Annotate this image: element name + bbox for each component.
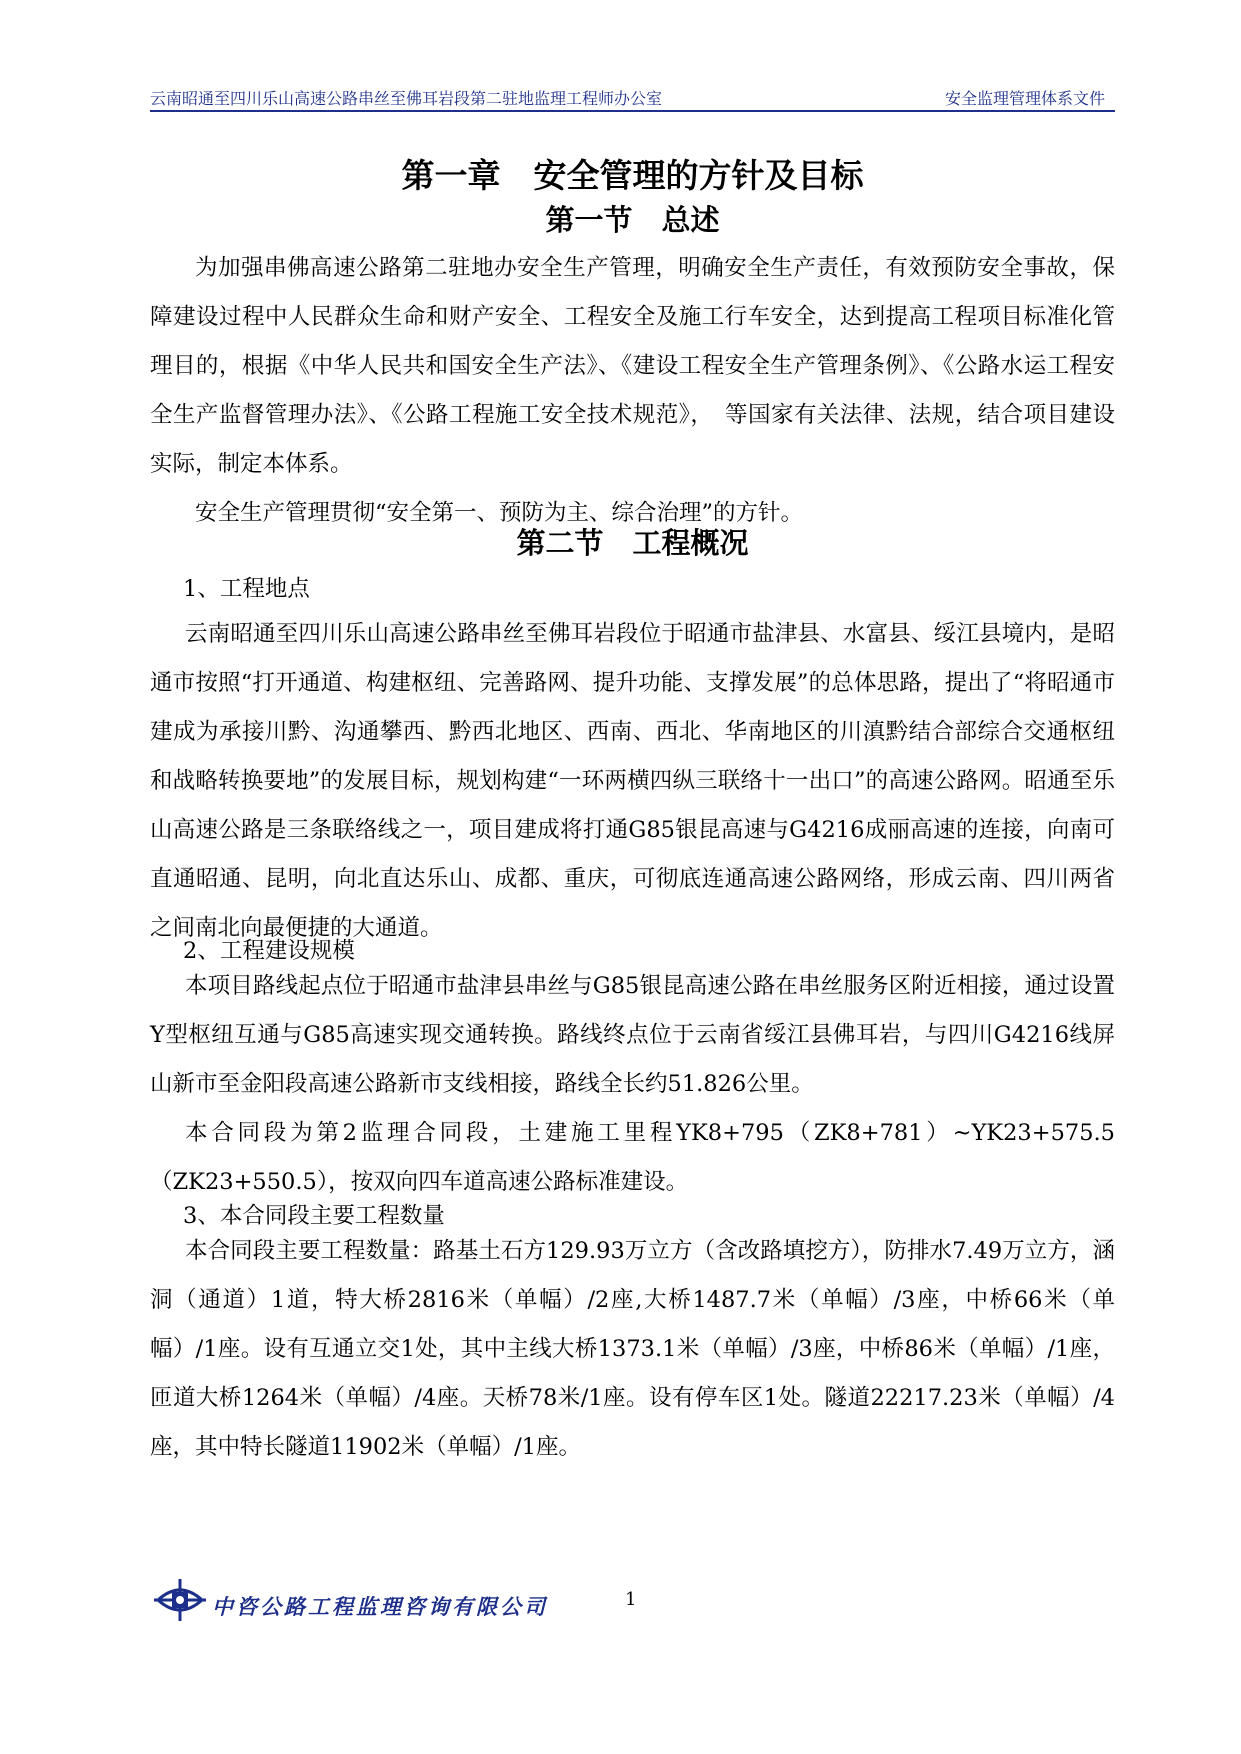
page-number: 1	[625, 1589, 637, 1610]
item-heading-location: 1、工程地点	[183, 576, 310, 602]
section-title-project-overview: 第二节 工程概况	[516, 526, 749, 560]
item-heading-quantities: 3、本合同段主要工程数量	[183, 1203, 445, 1229]
paragraph: 安全生产管理贯彻“安全第一、预防为主、综合治理”的方针。	[195, 500, 804, 526]
section1-body	[150, 244, 1115, 538]
item-heading-scale: 2、工程建设规模	[183, 938, 355, 964]
header-divider	[150, 110, 1115, 112]
header-document-type: 安全监理管理体系文件	[944, 89, 1105, 108]
paragraph: 本项目路线起点位于昭通市盐津县串丝与G85银昆高速公路在串丝服务区附近相接，通过设置Y型枢纽互通与G85高速实现交通转换。路线终点位于云南省绥江县佛耳岩，与四川G4216线屏山新市至金阳段高速公路新市支线相接，路线全长约51.826公里。	[150, 973, 1115, 1097]
company-name: 中咨公路工程监理咨询有限公司	[212, 1594, 548, 1619]
paragraph: 云南昭通至四川乐山高速公路串丝至佛耳岩段位于昭通市盐津县、水富县、绥江县境内，是昭通市按照“打开通道、构建枢纽、完善路网、提升功能、支撑发展”的总体思路，提出了“将昭通市建成为承接川黔、沟通攀西、黔西北地区、西南、西北、华南地区的川滇黔结合部综合交通枢纽和战略转换要地”的发展目标，规划构建“一环两横四纵三联络十一出口”的高速公路网。昭通至乐山高速公路是三条联络线之一，项目建成将打通G85银昆高速与G4216成丽高速的连接，向南可直通昭通、昆明，向北直达乐山、成都、重庆，可彻底连通高速公路网络，形成云南、四川两省之间南北向最便捷的大通道。	[150, 621, 1115, 941]
page-header	[150, 86, 1115, 108]
item1-body	[150, 610, 1115, 953]
chapter-title: 第一章 安全管理的方针及目标	[401, 156, 864, 195]
section-title-overview: 第一节 总述	[545, 203, 720, 237]
paragraph: 本合同段主要工程数量：路基土石方129.93万立方（含改路填挖方），防排水7.49万立方，涵洞（通道）1道，特大桥2816米（单幅）/2座,大桥1487.7米（单幅）/3座，中桥66米（单幅）/1座。设有互通立交1处，其中主线大桥1373.1米（单幅）/3座，中桥86米（单幅）/1座，匝道大桥1264米（单幅）/4座。天桥78米/1座。设有停车区1处。隧道22217.23米（单幅）/4座，其中特长隧道11902米（单幅）/1座。	[150, 1238, 1115, 1460]
company-logo-icon	[150, 1575, 210, 1625]
paragraph: 本合同段为第2监理合同段，土建施工里程YK8+795（ZK8+781）~YK23+575.5（ZK23+550.5），按双向四车道高速公路标准建设。	[150, 1120, 1115, 1195]
paragraph: 为加强串佛高速公路第二驻地办安全生产管理，明确安全生产责任，有效预防安全事故，保障建设过程中人民群众生命和财产安全、工程安全及施工行车安全，达到提高工程项目标准化管理目的，根据《中华人民共和国安全生产法》、《建设工程安全生产管理条例》、《公路水运工程安全生产监督管理办法》、《公路工程施工安全技术规范》， 等国家有关法律、法规，结合项目建设实际，制定本体系。	[150, 255, 1115, 477]
item2-body	[150, 962, 1115, 1207]
page-footer	[150, 1575, 1115, 1625]
item3-body	[150, 1227, 1115, 1472]
header-organization: 云南昭通至四川乐山高速公路串丝至佛耳岩段第二驻地监理工程师办公室	[150, 89, 663, 108]
